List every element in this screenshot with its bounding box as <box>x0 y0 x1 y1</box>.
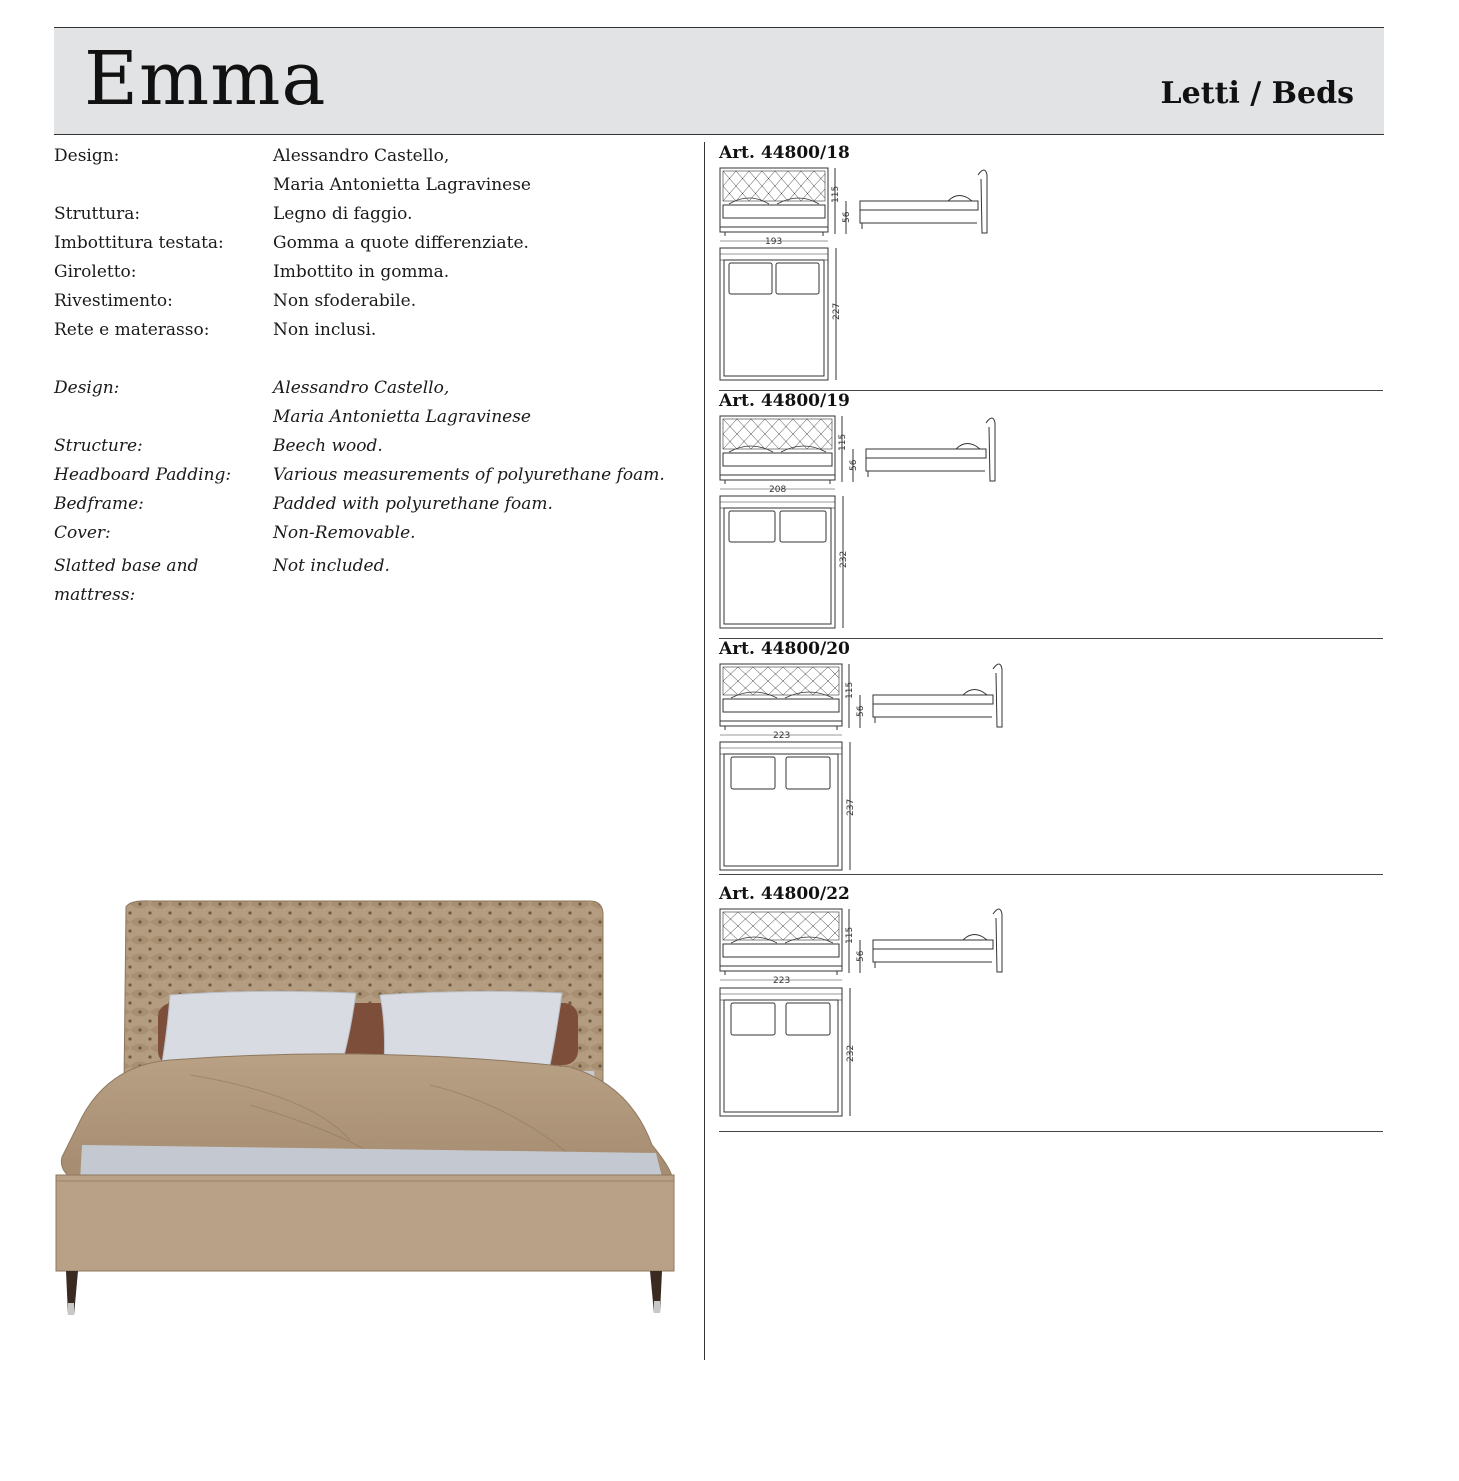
spec-row <box>54 200 665 229</box>
spec-row <box>54 519 665 548</box>
article-block <box>719 391 1383 639</box>
article-separator <box>719 874 1383 875</box>
spec-row <box>54 461 665 490</box>
front-view <box>720 664 860 735</box>
spec-row <box>54 171 665 200</box>
width-dimension: 208 <box>769 485 787 495</box>
column-divider <box>704 142 705 1360</box>
spec-value: Legno di faggio. <box>273 204 413 224</box>
product-title: Emma <box>84 36 327 122</box>
spec-label: Design: <box>54 146 120 166</box>
spec-value: Not included. <box>273 556 390 576</box>
bed-height-dimension: 56 <box>849 459 859 471</box>
article-separator <box>719 1131 1383 1132</box>
article-block <box>719 143 1383 391</box>
spec-label: Cover: <box>54 523 111 543</box>
top-view <box>720 988 850 1116</box>
spec-row <box>54 374 665 403</box>
bed-height-dimension: 56 <box>842 211 852 223</box>
length-dimension: 232 <box>839 550 849 568</box>
article-block <box>719 639 1383 887</box>
top-view <box>720 496 843 628</box>
height-dimension: 115 <box>831 185 841 203</box>
header-band <box>54 27 1384 135</box>
width-dimension: 193 <box>765 237 783 247</box>
side-view <box>866 418 995 481</box>
spec-row <box>54 316 665 345</box>
spec-row <box>54 432 665 461</box>
spec-label: Slatted base and mattress: <box>54 556 199 605</box>
top-view <box>720 248 836 380</box>
spec-value: Maria Antonietta Lagravinese <box>273 407 531 427</box>
spec-label: Rivestimento: <box>54 291 173 311</box>
front-view <box>720 909 860 980</box>
spec-row <box>54 490 665 519</box>
spec-row <box>54 287 665 316</box>
spec-label: Struttura: <box>54 204 141 224</box>
bed-photo <box>50 895 680 1320</box>
spec-value: Non sfoderabile. <box>273 291 417 311</box>
spec-label: Rete e materasso: <box>54 320 210 340</box>
bed-height-dimension: 56 <box>856 950 866 962</box>
length-dimension: 227 <box>832 302 842 320</box>
spec-value: Non-Removable. <box>273 523 416 543</box>
length-dimension: 232 <box>846 1044 856 1062</box>
technical-drawing <box>719 639 1383 875</box>
spec-value: Alessandro Castello, <box>273 378 450 398</box>
front-view <box>720 416 853 489</box>
top-view <box>720 742 850 870</box>
side-view <box>860 170 987 233</box>
spec-value: Alessandro Castello, <box>273 146 450 166</box>
width-dimension: 223 <box>773 976 791 986</box>
side-view <box>873 909 1002 972</box>
article-code: Art. 44800/18 <box>719 143 850 163</box>
article-block <box>719 884 1383 1132</box>
front-view <box>720 168 846 241</box>
spec-label: Headboard Padding: <box>54 465 232 485</box>
article-code: Art. 44800/22 <box>719 884 850 904</box>
spec-value: Imbottito in gomma. <box>273 262 450 282</box>
height-dimension: 115 <box>845 926 855 944</box>
spec-label: Imbottitura testata: <box>54 233 224 253</box>
spec-row <box>54 552 665 610</box>
spec-label: Bedframe: <box>54 494 144 514</box>
spec-value: Non inclusi. <box>273 320 377 340</box>
spec-value: Beech wood. <box>273 436 383 456</box>
spec-value: Padded with polyurethane foam. <box>273 494 553 514</box>
height-dimension: 115 <box>845 681 855 699</box>
spec-row <box>54 403 665 432</box>
product-category: Letti / Beds <box>1160 76 1354 111</box>
spec-row <box>54 258 665 287</box>
article-code: Art. 44800/19 <box>719 391 850 411</box>
specifications <box>54 142 665 610</box>
spec-row <box>54 229 665 258</box>
length-dimension: 237 <box>846 798 856 816</box>
side-view <box>873 664 1002 727</box>
technical-drawing <box>719 143 1383 391</box>
spec-row <box>54 142 665 171</box>
spec-value: Gomma a quote differenziate. <box>273 233 529 253</box>
spec-label: Giroletto: <box>54 262 137 282</box>
spec-value: Various measurements of polyurethane foam. <box>273 465 665 485</box>
technical-drawing <box>719 884 1383 1122</box>
width-dimension: 223 <box>773 731 791 741</box>
spec-value: Maria Antonietta Lagravinese <box>273 175 531 195</box>
technical-drawing <box>719 391 1383 639</box>
article-code: Art. 44800/20 <box>719 639 850 659</box>
height-dimension: 115 <box>838 433 848 451</box>
spec-label: Structure: <box>54 436 143 456</box>
bed-height-dimension: 56 <box>856 705 866 717</box>
spec-label: Design: <box>54 378 120 398</box>
